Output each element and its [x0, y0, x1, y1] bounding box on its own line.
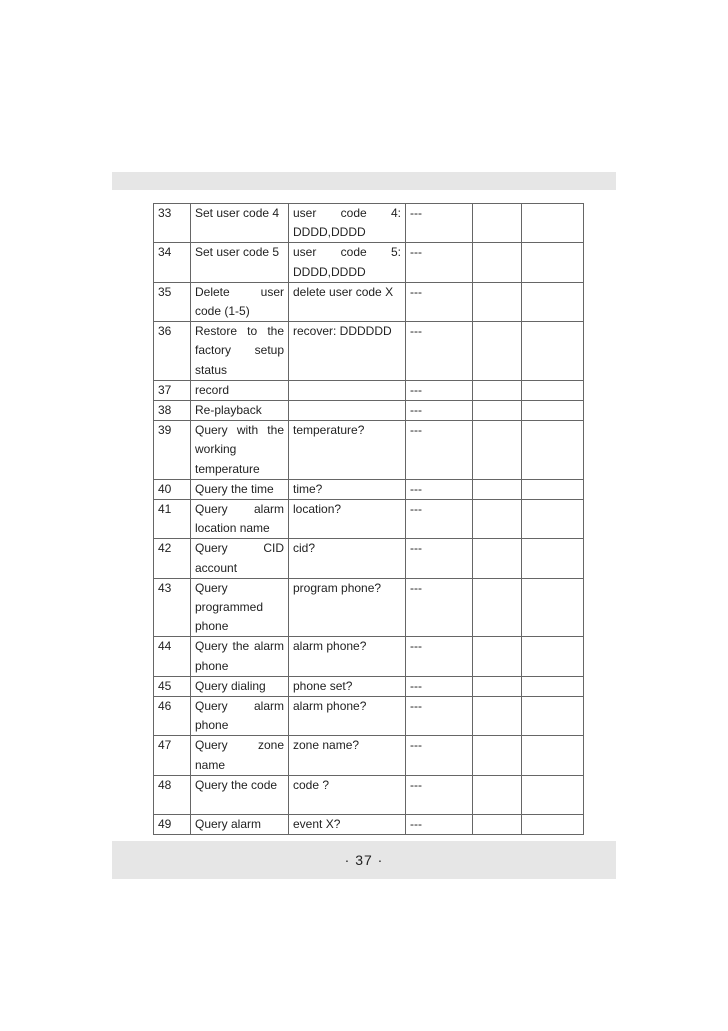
response: ---: [406, 814, 473, 834]
function-name: Query zone name: [191, 736, 289, 775]
response: ---: [406, 500, 473, 539]
function-name: Query dialing: [191, 676, 289, 696]
response: ---: [406, 775, 473, 814]
blank-cell: [473, 322, 522, 381]
blank-cell: [522, 380, 584, 400]
response: ---: [406, 380, 473, 400]
blank-cell: [522, 243, 584, 282]
blank-cell: [473, 500, 522, 539]
sms-command: user code 4: DDDD,DDDD: [289, 204, 406, 243]
response: ---: [406, 637, 473, 676]
function-name: Query alarm: [191, 814, 289, 834]
table-row: [154, 204, 584, 243]
function-name: Re-playback: [191, 401, 289, 421]
blank-cell: [522, 539, 584, 578]
table-row: [154, 578, 584, 637]
blank-cell: [473, 204, 522, 243]
row-number: 39: [154, 421, 191, 480]
response: ---: [406, 736, 473, 775]
response: ---: [406, 421, 473, 480]
response: ---: [406, 539, 473, 578]
row-number: 48: [154, 775, 191, 814]
table-body: [154, 204, 584, 835]
table-row: [154, 243, 584, 282]
blank-cell: [522, 637, 584, 676]
sms-command: delete user code X: [289, 282, 406, 321]
table-row: [154, 637, 584, 676]
function-name: Set user code 5: [191, 243, 289, 282]
function-name: record: [191, 380, 289, 400]
blank-cell: [522, 500, 584, 539]
response: ---: [406, 204, 473, 243]
function-name: Set user code 4: [191, 204, 289, 243]
function-name: Query the code: [191, 775, 289, 814]
sms-command: program phone?: [289, 578, 406, 637]
table-row: [154, 401, 584, 421]
table-row: [154, 539, 584, 578]
sms-command: cid?: [289, 539, 406, 578]
blank-cell: [522, 676, 584, 696]
row-number: 47: [154, 736, 191, 775]
blank-cell: [473, 380, 522, 400]
table-row: [154, 500, 584, 539]
function-name: Restore to the factory setup status: [191, 322, 289, 381]
response: ---: [406, 479, 473, 499]
blank-cell: [522, 775, 584, 814]
row-number: 40: [154, 479, 191, 499]
header-band: [112, 172, 616, 190]
blank-cell: [473, 697, 522, 736]
row-number: 46: [154, 697, 191, 736]
row-number: 45: [154, 676, 191, 696]
blank-cell: [522, 736, 584, 775]
table-row: [154, 736, 584, 775]
sms-command: [289, 380, 406, 400]
blank-cell: [473, 479, 522, 499]
blank-cell: [473, 736, 522, 775]
sms-command: location?: [289, 500, 406, 539]
row-number: 42: [154, 539, 191, 578]
blank-cell: [473, 401, 522, 421]
sms-command: code ?: [289, 775, 406, 814]
blank-cell: [473, 421, 522, 480]
sms-command: phone set?: [289, 676, 406, 696]
row-number: 35: [154, 282, 191, 321]
row-number: 36: [154, 322, 191, 381]
sms-command: user code 5: DDDD,DDDD: [289, 243, 406, 282]
function-name: Query programmed phone: [191, 578, 289, 637]
table-row: [154, 322, 584, 381]
command-table: [153, 203, 584, 835]
function-name: Query with the working temperature: [191, 421, 289, 480]
row-number: 49: [154, 814, 191, 834]
table-row: [154, 282, 584, 321]
response: ---: [406, 676, 473, 696]
function-name: Query CID account: [191, 539, 289, 578]
blank-cell: [522, 814, 584, 834]
sms-command: alarm phone?: [289, 637, 406, 676]
sms-command: [289, 401, 406, 421]
table-row: [154, 380, 584, 400]
table-row: [154, 814, 584, 834]
sms-command: time?: [289, 479, 406, 499]
blank-cell: [522, 401, 584, 421]
response: ---: [406, 697, 473, 736]
row-number: 33: [154, 204, 191, 243]
blank-cell: [473, 243, 522, 282]
row-number: 34: [154, 243, 191, 282]
function-name: Query the alarm phone: [191, 637, 289, 676]
function-name: Query alarm phone: [191, 697, 289, 736]
sms-command: zone name?: [289, 736, 406, 775]
blank-cell: [473, 539, 522, 578]
footer-band: [112, 841, 616, 879]
sms-command: alarm phone?: [289, 697, 406, 736]
row-number: 43: [154, 578, 191, 637]
blank-cell: [522, 479, 584, 499]
blank-cell: [522, 204, 584, 243]
blank-cell: [473, 637, 522, 676]
response: ---: [406, 401, 473, 421]
page-number: · 37 ·: [344, 852, 384, 868]
row-number: 38: [154, 401, 191, 421]
table-row: [154, 479, 584, 499]
blank-cell: [522, 322, 584, 381]
function-name: Query alarm location name: [191, 500, 289, 539]
function-name: Delete user code (1-5): [191, 282, 289, 321]
sms-command: recover: DDDDDD: [289, 322, 406, 381]
response: ---: [406, 282, 473, 321]
row-number: 44: [154, 637, 191, 676]
blank-cell: [522, 697, 584, 736]
function-name: Query the time: [191, 479, 289, 499]
blank-cell: [473, 775, 522, 814]
table-row: [154, 775, 584, 814]
blank-cell: [473, 578, 522, 637]
table-row: [154, 421, 584, 480]
response: ---: [406, 578, 473, 637]
table-row: [154, 676, 584, 696]
sms-command: event X?: [289, 814, 406, 834]
row-number: 37: [154, 380, 191, 400]
blank-cell: [473, 282, 522, 321]
response: ---: [406, 322, 473, 381]
table-row: [154, 697, 584, 736]
blank-cell: [522, 282, 584, 321]
response: ---: [406, 243, 473, 282]
blank-cell: [473, 814, 522, 834]
row-number: 41: [154, 500, 191, 539]
blank-cell: [473, 676, 522, 696]
blank-cell: [522, 421, 584, 480]
sms-command: temperature?: [289, 421, 406, 480]
blank-cell: [522, 578, 584, 637]
